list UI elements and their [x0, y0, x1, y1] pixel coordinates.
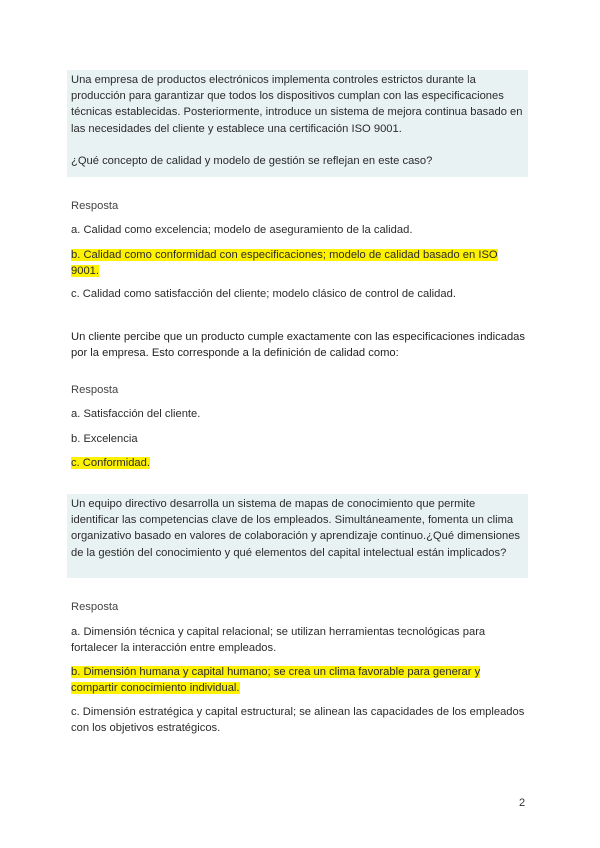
question-2-text: Un cliente percibe que un producto cumple exactamente con las especificaciones indicadas por la empresa. Esto corresponde a la definición de calidad como: — [71, 331, 525, 359]
answer-label-2: Resposta — [71, 384, 119, 396]
q1-option-b — [71, 247, 527, 279]
question-1-box — [67, 70, 528, 177]
q2-option-b: b. Excelencia — [71, 433, 138, 445]
answer-label-1: Resposta — [71, 200, 119, 212]
q1-option-c: c. Calidad como satisfacción del cliente; modelo clásico de control de calidad. — [71, 288, 456, 300]
page-number: 2 — [519, 797, 526, 809]
q1-option-b-highlighted: b. Calidad como conformidad con especificaciones; modelo de calidad basado en ISO 9001. — [71, 249, 498, 278]
question-1-text: ¿Qué concepto de calidad y modelo de gestión se reflejan en este caso? — [71, 154, 433, 167]
q3-option-b-highlighted: b. Dimensión humana y capital humano; se crea un clima favorable para generar y compartir conocimiento individual. — [71, 666, 481, 695]
q2-option-c — [71, 455, 527, 471]
q1-option-a: a. Calidad como excelencia; modelo de aseguramiento de la calidad. — [71, 224, 413, 236]
q3-option-a: a. Dimensión técnica y capital relacional; se utilizan herramientas tecnológicas para fortalecer la interacción entre empleados. — [71, 626, 486, 655]
q3-option-b — [71, 664, 527, 696]
question-3-box — [67, 494, 528, 578]
q2-option-c-highlighted: c. Conformidad. — [71, 457, 150, 469]
q2-option-a: a. Satisfacción del cliente. — [71, 408, 201, 420]
q3-option-c: c. Dimensión estratégica y capital estructural; se alinean las capacidades de los empleados con los objetivos estratégicos. — [71, 706, 525, 735]
answer-label-3: Resposta — [71, 601, 119, 613]
question-1-statement: Una empresa de productos electrónicos implementa controles estrictos durante la producción para garantizar que todos los dispositivos cumplan con las especificaciones técnicas establecidas. Posteriormente, introduce un sistema de mejora continua basado en las necesidades del cliente y establece una certificación ISO 9001. — [71, 74, 523, 135]
question-3-text: Un equipo directivo desarrolla un sistema de mapas de conocimiento que permite identificar las competencias clave de los empleados. Simultáneamente, fomenta un clima organizativo basado en valores de colaboración y aprendizaje continuo.¿Qué dimensiones de la gestión del conocimiento y qué elementos del capital intelectual están implicados? — [71, 498, 521, 559]
